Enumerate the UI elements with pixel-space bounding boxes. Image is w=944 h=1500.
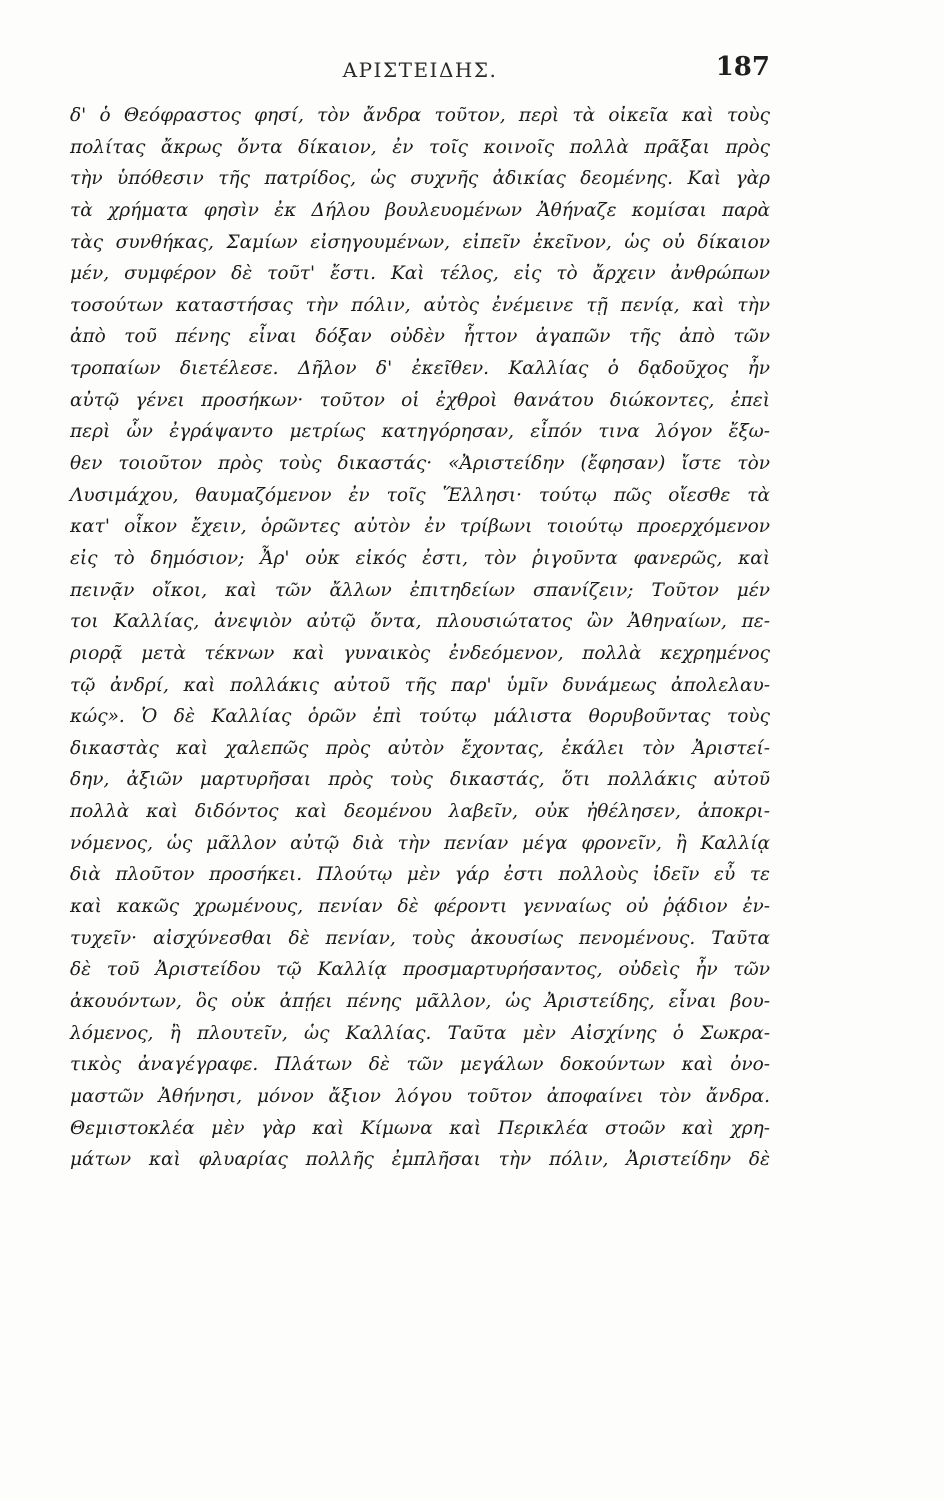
text-line: ἀκουόντων, ὃς οὐκ ἀπῄει πένης μᾶλλον, ὡς Ἀριστείδης, εἶναι βου- (70, 990, 770, 1012)
text-line: πολίτας ἄκρως ὄντα δίκαιον, ἐν τοῖς κοινοῖς πολλὰ πρᾶξαι πρὸς (70, 136, 770, 158)
text-line: Λυσιμάχου, θαυμαζόμενον ἐν τοῖς Ἕλλησι· τούτῳ πῶς οἴεσθε τὰ (70, 484, 770, 506)
running-title: ΑΡΙΣΤΕΙΔΗΣ. (342, 58, 498, 82)
text-line: τροπαίων διετέλεσε. Δῆλον δ' ἐκεῖθεν. Καλλίας ὁ δᾳδοῦχος ἦν (70, 358, 770, 380)
text-line: δὲ τοῦ Ἀριστείδου τῷ Καλλίᾳ προσμαρτυρήσαντος, οὐδεὶς ἦν τῶν (70, 959, 770, 981)
text-line: τοι Καλλίας, ἀνεψιὸν αὐτῷ ὄντα, πλουσιώτατος ὢν Ἀθηναίων, πε- (70, 611, 770, 633)
text-line: πολλὰ καὶ διδόντος καὶ δεομένου λαβεῖν, οὐκ ἠθέλησεν, ἀποκρι- (70, 801, 770, 823)
text-line: νόμενος, ὡς μᾶλλον αὐτῷ διὰ τὴν πενίαν μέγα φρονεῖν, ἢ Καλλίᾳ (70, 832, 770, 854)
text-line: κώς». Ὁ δὲ Καλλίας ὁρῶν ἐπὶ τούτῳ μάλιστα θορυβοῦντας τοὺς (70, 706, 770, 728)
text-line: Θεμιστοκλέα μὲν γὰρ καὶ Κίμωνα καὶ Περικλέα στοῶν καὶ χρη- (70, 1117, 770, 1139)
text-line: τυχεῖν· αἰσχύνεσθαι δὲ πενίαν, τοὺς ἀκουσίως πενομένους. Ταῦτα (70, 927, 770, 949)
page-header (70, 52, 770, 92)
page-number: 187 (715, 52, 770, 82)
text-line: τὰς συνθήκας, Σαμίων εἰσηγουμένων, εἰπεῖν ἐκεῖνον, ὡς οὐ δίκαιον (70, 231, 770, 253)
text-line: εἰς τὸ δημόσιον; Ἆρ' οὐκ εἰκός ἐστι, τὸν ῥιγοῦντα φανερῶς, καὶ (70, 547, 770, 569)
text-line: θεν τοιοῦτον πρὸς τοὺς δικαστάς· «Ἀριστείδην (ἔφησαν) ἴστε τὸν (70, 453, 770, 475)
text-line: μάτων καὶ φλυαρίας πολλῆς ἐμπλῆσαι τὴν πόλιν, Ἀριστείδην δὲ (70, 1149, 770, 1171)
text-line: ριορᾷ μετὰ τέκνων καὶ γυναικὸς ἐνδεόμενον, πολλὰ κεχρημένος (70, 642, 770, 664)
text-line: τὰ χρήματα φησὶν ἐκ Δήλου βουλευομένων Ἀθήναζε κομίσαι παρὰ (70, 199, 770, 221)
text-line: περὶ ὧν ἐγράψαντο μετρίως κατηγόρησαν, εἶπόν τινα λόγον ἔξω- (70, 421, 770, 443)
text-line: κατ' οἶκον ἔχειν, ὁρῶντες αὐτὸν ἐν τρίβωνι τοιούτῳ προερχόμενον (70, 516, 770, 538)
text-line: τὴν ὑπόθεσιν τῆς πατρίδος, ὡς συχνῆς ἀδικίας δεομένης. Καὶ γὰρ (70, 168, 770, 190)
text-line: διὰ πλοῦτον προσήκει. Πλούτῳ μὲν γάρ ἐστι πολλοὺς ἰδεῖν εὖ τε (70, 864, 770, 886)
text-line: τοσούτων καταστήσας τὴν πόλιν, αὐτὸς ἐνέμεινε τῇ πενίᾳ, καὶ τὴν (70, 294, 770, 316)
text-line: μαστῶν Ἀθήνησι, μόνον ἄξιον λόγου τοῦτον ἀποφαίνει τὸν ἄνδρα. (70, 1085, 770, 1107)
text-line: τικὸς ἀναγέγραφε. Πλάτων δὲ τῶν μεγάλων δοκούντων καὶ ὀνο- (70, 1054, 770, 1076)
text-line: ἀπὸ τοῦ πένης εἶναι δόξαν οὐδὲν ἧττον ἀγαπῶν τῆς ἀπὸ τῶν (70, 326, 770, 348)
text-line: δην, ἀξιῶν μαρτυρῆσαι πρὸς τοὺς δικαστάς, ὅτι πολλάκις αὐτοῦ (70, 769, 770, 791)
text-line: καὶ κακῶς χρωμένους, πενίαν δὲ φέροντι γενναίως οὐ ῥᾴδιον ἐν- (70, 896, 770, 918)
text-line: πεινᾷν οἴκοι, καὶ τῶν ἄλλων ἐπιτηδείων σπανίζειν; Τοῦτον μέν (70, 579, 770, 601)
text-line: δ' ὁ Θεόφραστος φησί, τὸν ἄνδρα τοῦτον, περὶ τὰ οἰκεῖα καὶ τοὺς (70, 105, 770, 126)
text-line: δικαστὰς καὶ χαλεπῶς πρὸς αὐτὸν ἔχοντας, ἐκάλει τὸν Ἀριστεί- (70, 737, 770, 759)
text-line: μέν, συμφέρον δὲ τοῦτ' ἔστι. Καὶ τέλος, εἰς τὸ ἄρχειν ἀνθρώπων (70, 263, 770, 285)
text-line: λόμενος, ἢ πλουτεῖν, ὡς Καλλίας. Ταῦτα μὲν Αἰσχίνης ὁ Σωκρα- (70, 1022, 770, 1044)
text-line: αὐτῷ γένει προσήκων· τοῦτον οἱ ἐχθροὶ θανάτου διώκοντες, ἐπεὶ (70, 389, 770, 411)
body-text (70, 100, 770, 1176)
text-line: τῷ ἀνδρί, καὶ πολλάκις αὐτοῦ τῆς παρ' ὑμῖν δυνάμεως ἀπολελαυ- (70, 674, 770, 696)
